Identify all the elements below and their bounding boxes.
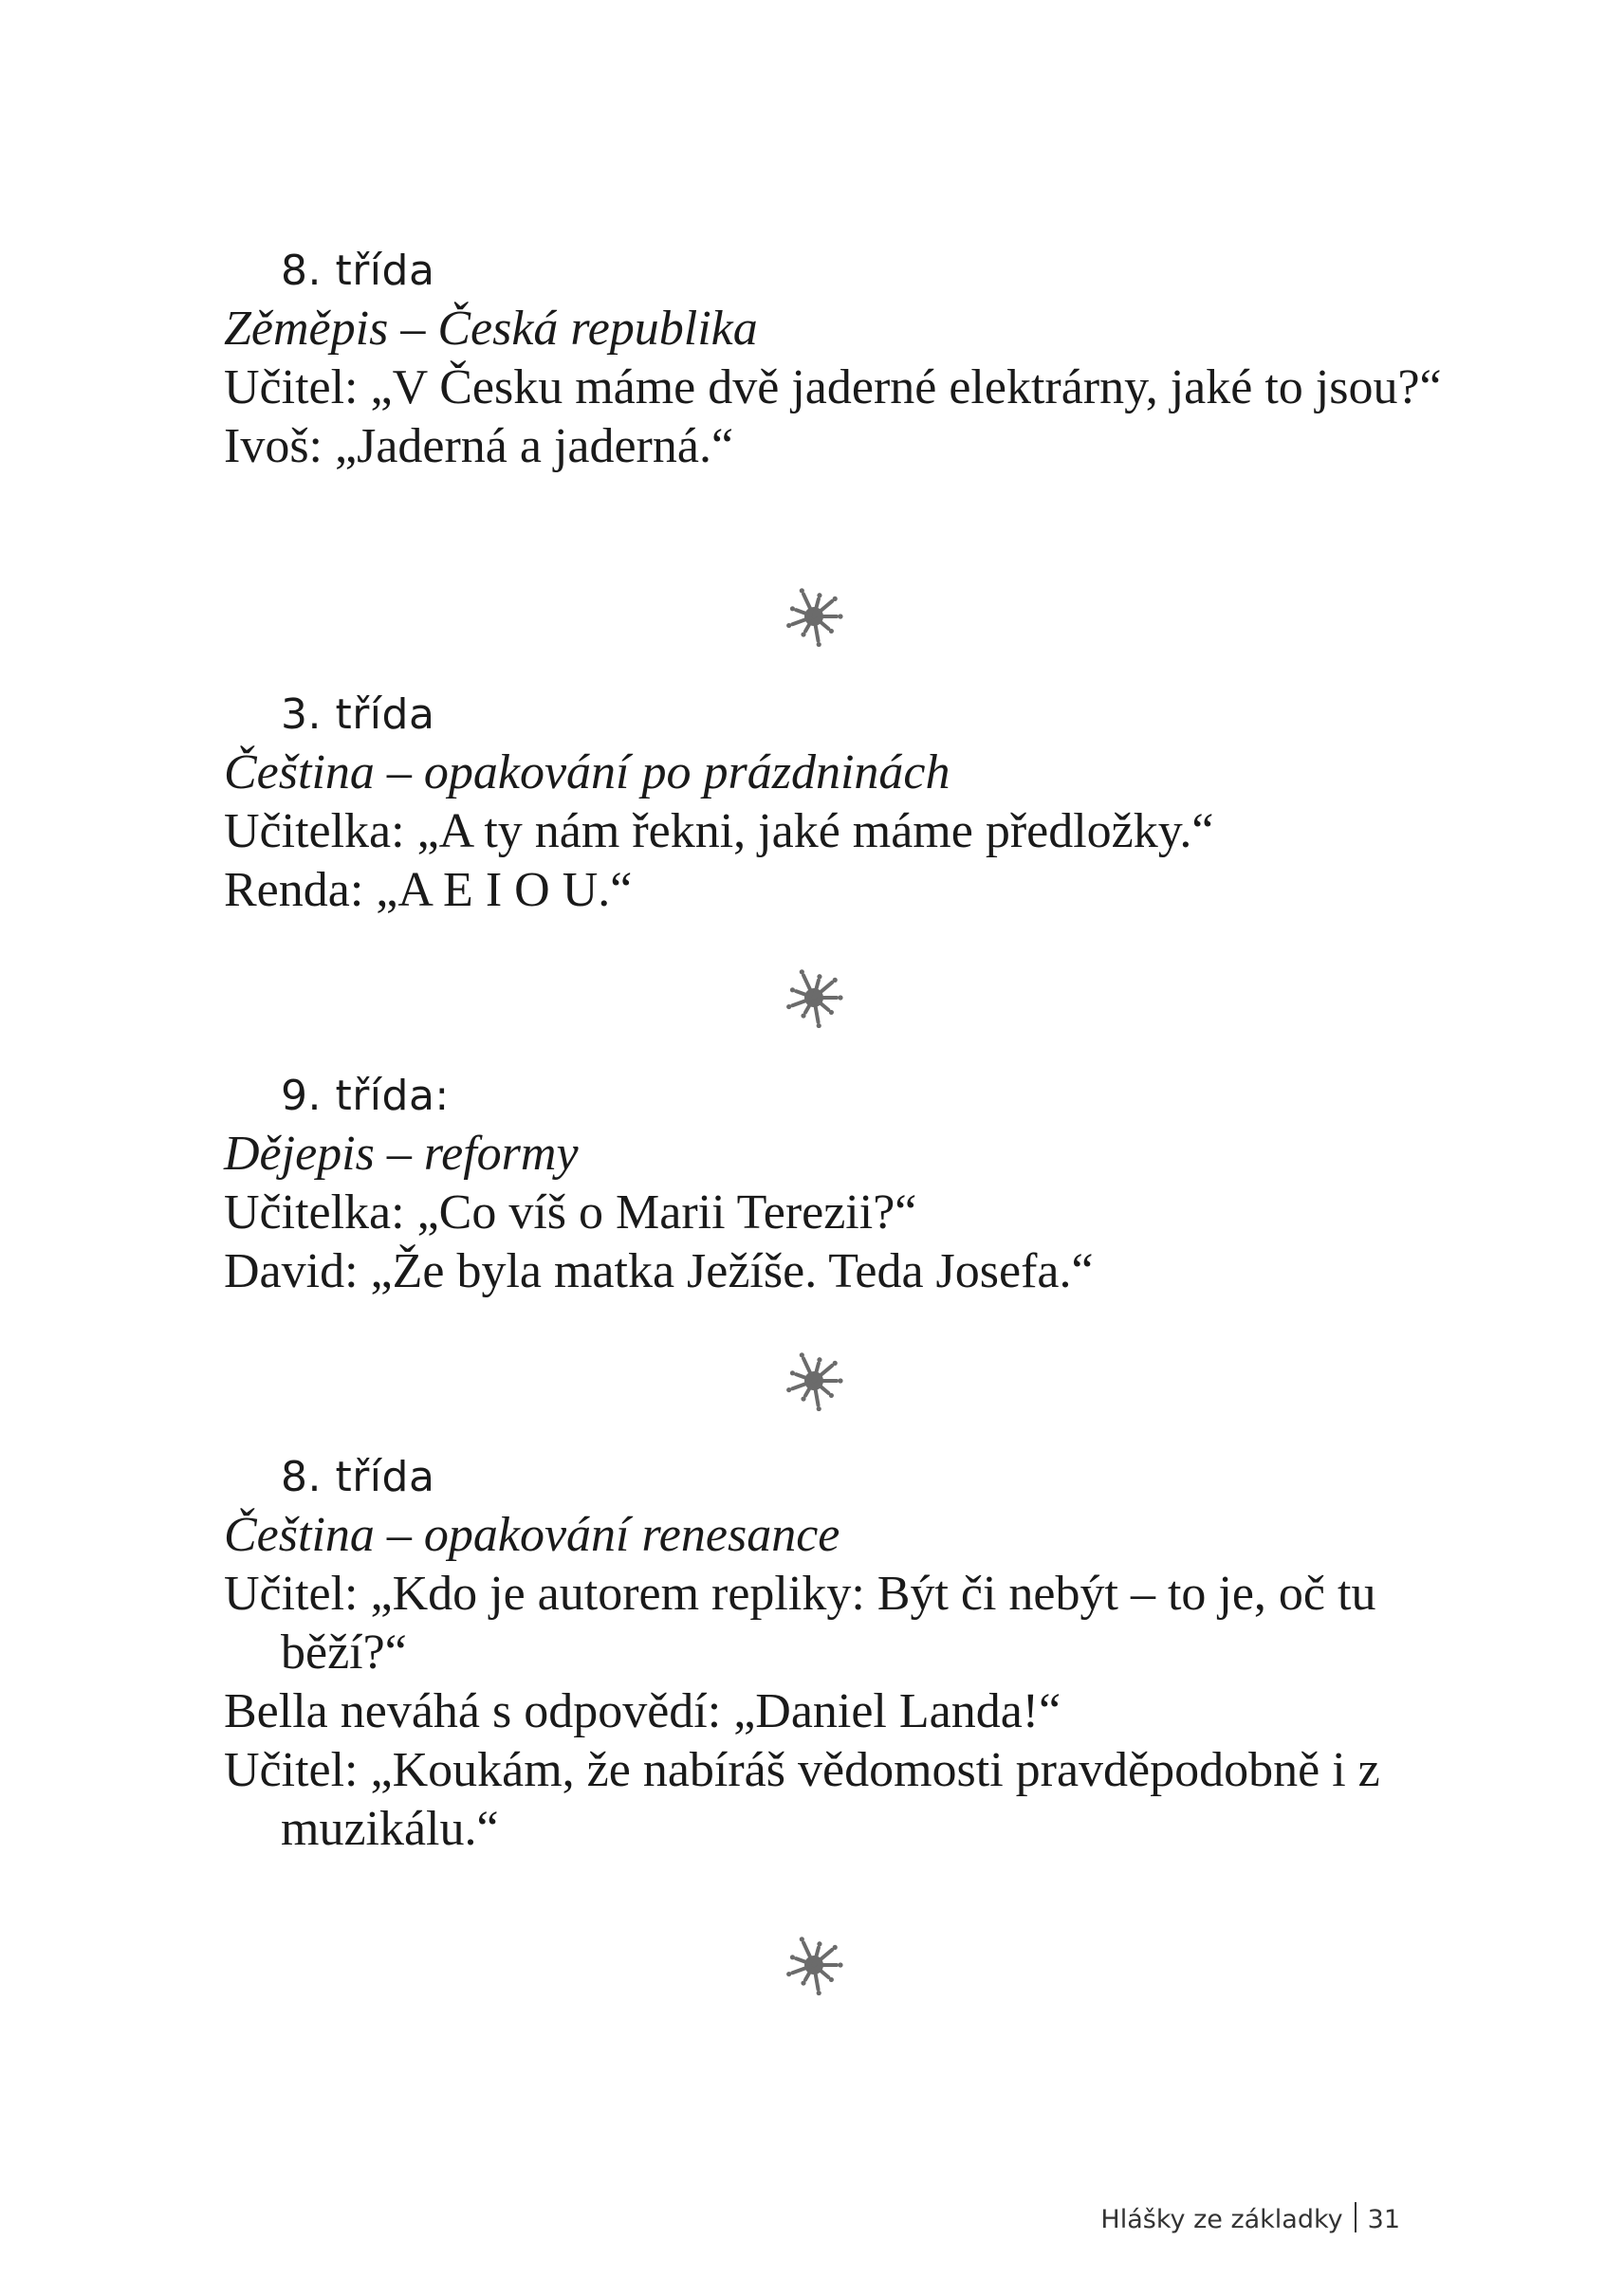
entry-2 (224, 687, 1457, 920)
dialogue-line: Učitelka: „A ty nám řekni, jaké máme předložky.“ (224, 804, 1214, 858)
splat-icon (784, 967, 844, 1028)
entry-subject: Dějepis – reformy (224, 1127, 579, 1181)
footer-separator (1355, 2202, 1356, 2232)
entry-grade: 8. třída (281, 1453, 435, 1501)
dialogue-line: Bella neváhá s odpovědí: „Daniel Landa!“ (224, 1684, 1061, 1738)
splat-icon (784, 586, 844, 647)
entry-subject: Čeština – opakování renesance (224, 1508, 840, 1562)
dialogue-line: Učitel: „V Česku máme dvě jaderné elektrárny, jaké to jsou?“ (224, 360, 1442, 414)
splat-icon (784, 1935, 844, 1995)
entry-4 (224, 1449, 1457, 1859)
dialogue-line: Učitelka: „Co víš o Marii Terezii?“ (224, 1185, 917, 1240)
entry-grade: 3. třída (281, 690, 435, 739)
dialogue-line: Renda: „A E I O U.“ (224, 863, 633, 917)
dialogue-line: Ivoš: „Jaderná a jaderná.“ (224, 419, 734, 473)
entry-1 (224, 243, 1457, 476)
entry-subject: Zěměpis – Česká republika (224, 302, 758, 356)
entry-grade: 9. třída: (281, 1072, 450, 1120)
page-footer (1100, 2202, 1400, 2234)
book-title: Hlášky ze základky (1100, 2205, 1343, 2234)
page-number: 31 (1367, 2205, 1400, 2234)
entry-grade: 8. třída (281, 247, 435, 295)
splat-icon (784, 1350, 844, 1411)
dialogue-line: Učitel: „Kdo je autorem repliky: Být či nebýt – to je, oč tu běží?“ (224, 1567, 1376, 1680)
dialogue-line: Učitel: „Koukám, že nabíráš vědomosti pravděpodobně i z muzikálu.“ (224, 1743, 1380, 1856)
entry-3 (224, 1068, 1457, 1301)
dialogue-line: David: „Že byla matka Ježíše. Teda Josefa.“ (224, 1244, 1094, 1298)
entry-subject: Čeština – opakování po prázdninách (224, 745, 950, 799)
